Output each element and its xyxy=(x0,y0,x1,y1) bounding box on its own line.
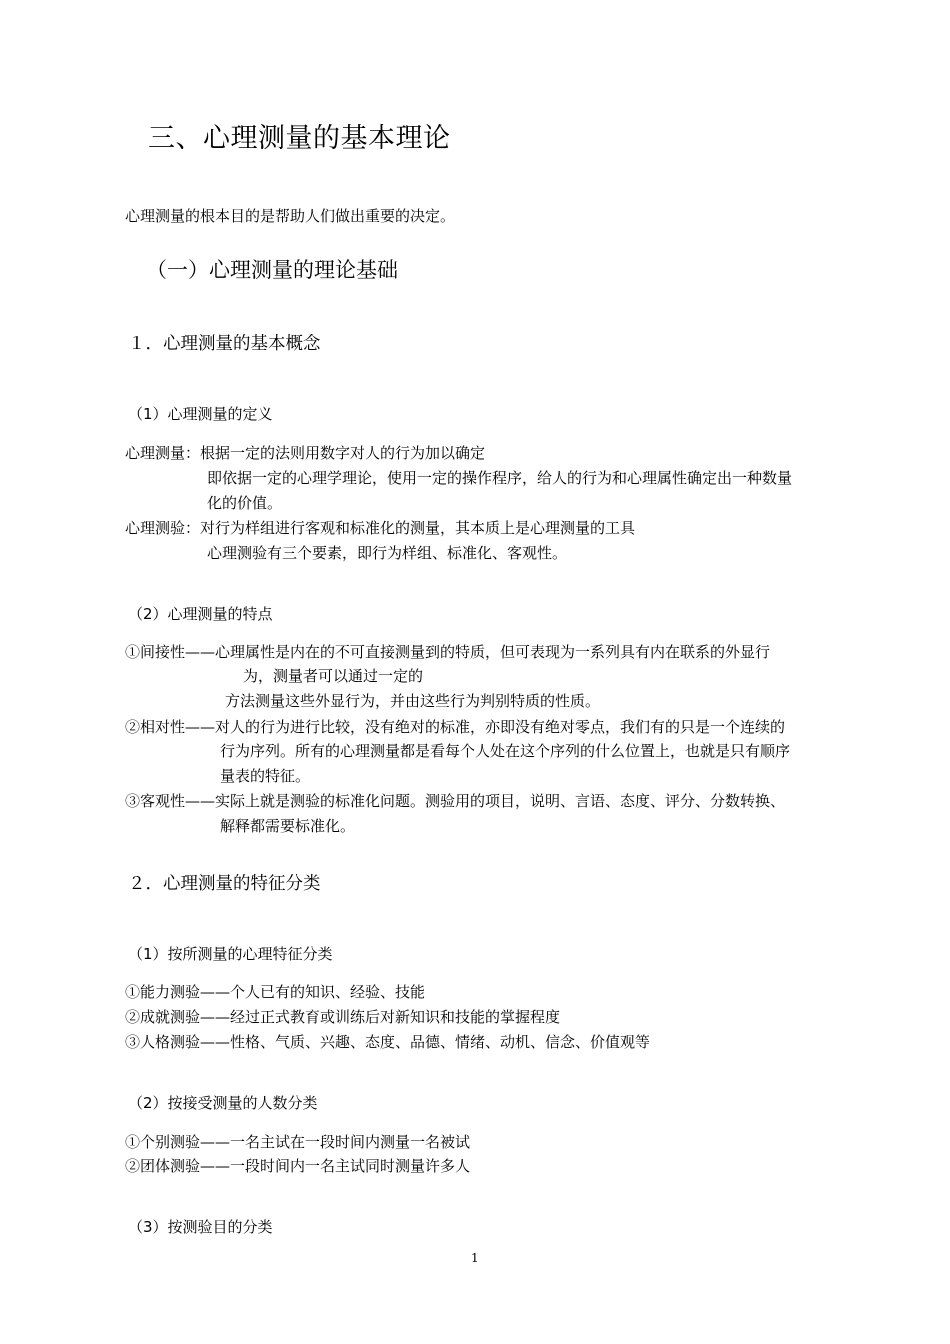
list-item: ②成就测验——经过正式教育或训练后对新知识和技能的掌握程度 xyxy=(125,1008,561,1026)
feature-line: 方法测量这些外显行为，并由这些行为判别特质的性质。 xyxy=(225,692,601,710)
page-number: 1 xyxy=(471,1251,479,1265)
feature-line: 行为序列。所有的心理测量都是看每个人处在这个序列的什么位置上，也就是只有顺序 xyxy=(220,742,791,760)
list-item: ①能力测验——个人已有的知识、经验、技能 xyxy=(125,983,426,1001)
subsection-heading: １．心理测量的基本概念 xyxy=(128,334,321,354)
list-item: ③人格测验——性格、气质、兴趣、态度、品德、情绪、动机、信念、价值观等 xyxy=(125,1033,651,1051)
part-heading: （2）心理测量的特点 xyxy=(128,605,273,623)
feature-line: ②相对性——对人的行为进行比较，没有绝对的标准，亦即没有绝对零点，我们有的只是一个连续的 xyxy=(125,718,786,736)
part-heading: （2）按接受测量的人数分类 xyxy=(128,1094,318,1112)
part-heading: （3）按测验目的分类 xyxy=(128,1218,273,1236)
definition-line: 化的价值。 xyxy=(207,494,283,512)
feature-line: ③客观性——实际上就是测验的标准化问题。测验用的项目，说明、言语、态度、评分、分数转换、 xyxy=(125,792,786,810)
definition-line: 心理测验有三个要素，即行为样组、标准化、客观性。 xyxy=(207,544,568,562)
feature-line: 为，测量者可以通过一定的 xyxy=(243,667,424,685)
page-title: 三、心理测量的基本理论 xyxy=(148,123,451,154)
feature-line: ①间接性——心理属性是内在的不可直接测量到的特质，但可表现为一系列具有内在联系的外显行 xyxy=(125,643,771,661)
list-item: ①个别测验——一名主试在一段时间内测量一名被试 xyxy=(125,1133,471,1151)
section-heading: （一）心理测量的理论基础 xyxy=(146,258,398,282)
definition-line: 即依据一定的心理学理论，使用一定的操作程序，给人的行为和心理属性确定出一种数量 xyxy=(207,469,793,487)
definition-line: 心理测验：对行为样组进行客观和标准化的测量，其本质上是心理测量的工具 xyxy=(125,519,636,537)
feature-line: 量表的特征。 xyxy=(220,767,311,785)
part-heading: （1）按所测量的心理特征分类 xyxy=(128,945,333,963)
part-heading: （1）心理测量的定义 xyxy=(128,405,273,423)
feature-line: 解释都需要标准化。 xyxy=(220,817,356,835)
list-item: ②团体测验——一段时间内一名主试同时测量许多人 xyxy=(125,1157,471,1175)
intro-paragraph: 心理测量的根本目的是帮助人们做出重要的决定。 xyxy=(125,207,456,225)
subsection-heading: ２．心理测量的特征分类 xyxy=(128,874,321,894)
definition-line: 心理测量：根据一定的法则用数字对人的行为加以确定 xyxy=(125,444,486,462)
